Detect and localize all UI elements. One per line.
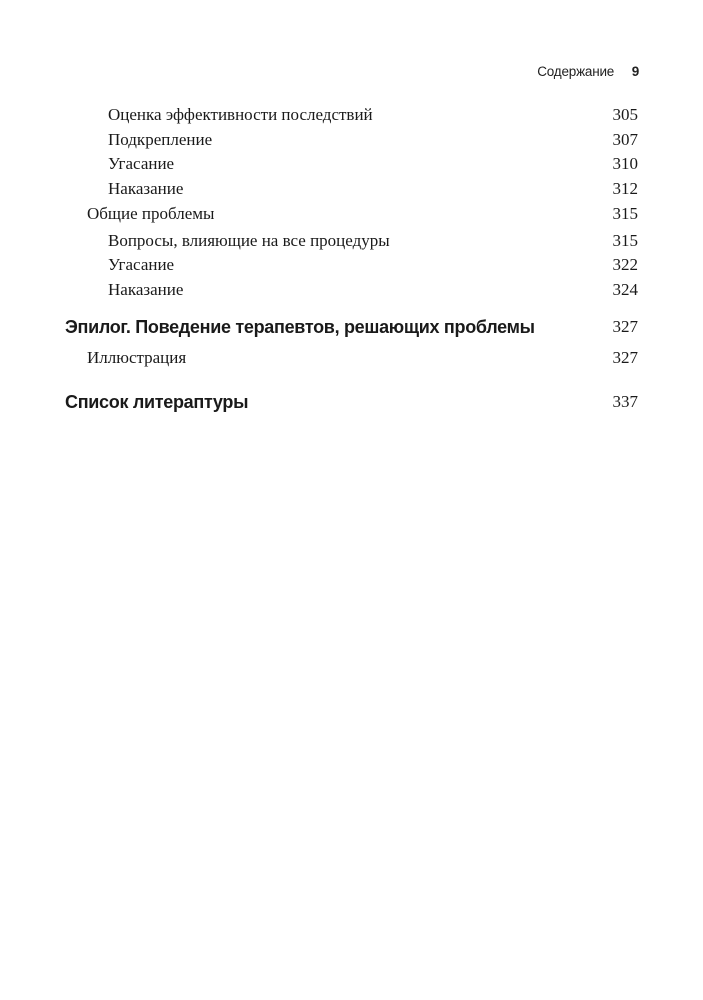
running-header <box>537 64 639 79</box>
toc-section <box>65 202 638 227</box>
toc-entry-title: Угасание <box>108 255 175 274</box>
toc-entry <box>65 253 638 278</box>
toc-entry-title: Угасание <box>108 154 175 173</box>
toc-section-page: 327 <box>612 347 638 367</box>
toc-entry-title: Наказание <box>108 279 184 299</box>
toc-section-page: 315 <box>612 204 638 223</box>
toc-section-title: Иллюстрация <box>87 347 187 367</box>
toc-entry <box>65 128 638 153</box>
toc-entry <box>65 229 638 254</box>
toc-entry-page: 312 <box>612 178 638 198</box>
toc-entry <box>65 152 638 177</box>
toc-chapter <box>65 390 638 415</box>
toc-chapter-title: Эпилог. Поведение терапевтов, решающих проблемы <box>65 317 535 337</box>
toc-entry-title: Подкрепление <box>108 129 213 149</box>
toc-entry-page: 322 <box>612 255 638 274</box>
header-section-title: Содержание <box>537 64 615 79</box>
toc-section <box>65 346 638 371</box>
toc-chapter-title: Список литераптуры <box>65 392 249 412</box>
toc-chapter <box>65 315 638 340</box>
toc-section-title: Общие проблемы <box>87 204 215 223</box>
toc-chapter-page: 337 <box>612 392 638 411</box>
table-of-contents <box>65 103 638 412</box>
toc-entry-title: Вопросы, влияющие на все процедуры <box>108 230 390 250</box>
toc-entry-page: 324 <box>612 279 638 299</box>
toc-entry <box>65 278 638 303</box>
toc-chapter-page: 327 <box>612 317 638 336</box>
toc-entry-page: 315 <box>612 230 638 250</box>
toc-entry-page: 305 <box>612 105 638 124</box>
toc-entry-page: 307 <box>612 129 638 149</box>
toc-entry <box>65 177 638 202</box>
toc-entry-title: Оценка эффективности последствий <box>108 105 373 124</box>
toc-entry-page: 310 <box>612 154 638 173</box>
toc-entry-title: Наказание <box>108 178 184 198</box>
header-page-number: 9 <box>631 64 639 79</box>
toc-entry <box>65 103 638 128</box>
